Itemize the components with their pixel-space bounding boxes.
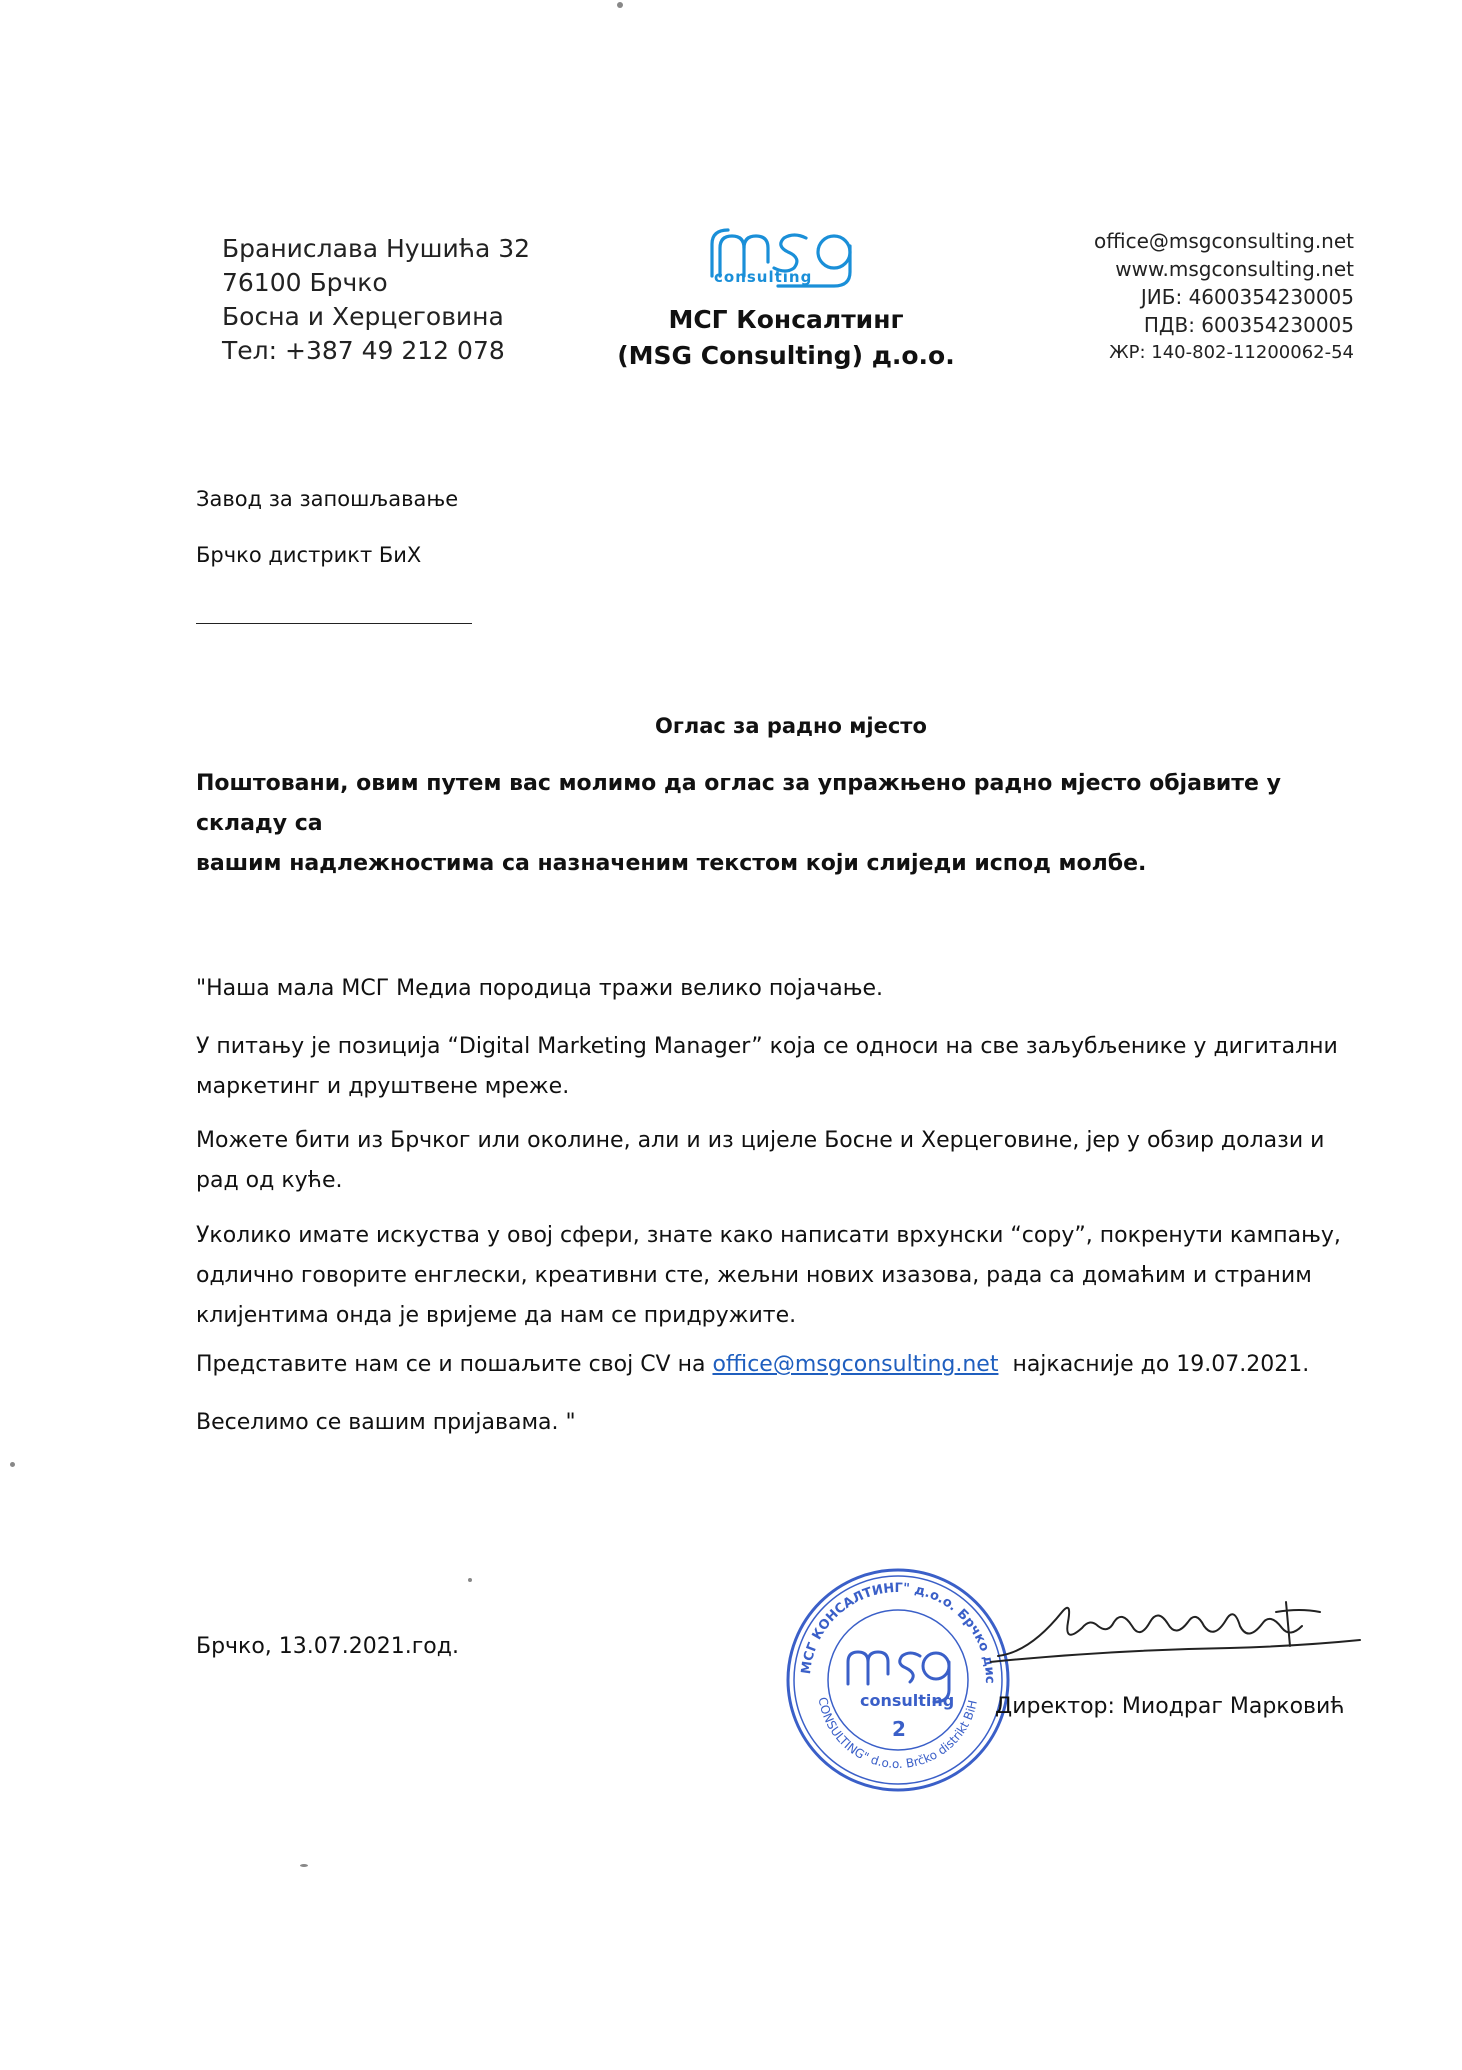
scan-speck: [617, 2, 623, 8]
contact-block: [994, 227, 1354, 367]
recipient-line: Завод за запошљавање: [196, 487, 459, 511]
paragraph-line: Можете бити из Брчког или околине, али и из цијеле Босне и Херцеговине, јер у обзир долази и: [196, 1128, 1325, 1153]
sender-address: [222, 232, 530, 368]
paragraph-line: маркетинг и друштвене мреже.: [196, 1074, 570, 1099]
paragraph-line: рад од куће.: [196, 1168, 343, 1193]
logo-subtext: consulting: [714, 268, 813, 286]
deadline-text: најкасније до 19.07.2021.: [998, 1352, 1310, 1377]
email-link[interactable]: office@msgconsulting.net: [712, 1352, 999, 1377]
handwritten-signature: [990, 1582, 1370, 1672]
stamp-number: 2: [892, 1717, 906, 1741]
company-logo: [706, 226, 866, 298]
intro-line: вашим надлежностима са назначеним текстом који слиједи испод молбе.: [196, 851, 1147, 876]
stamp-seal-icon: [784, 1566, 1012, 1794]
scan-speck: [468, 1578, 472, 1582]
body-paragraph-3: [196, 1121, 1396, 1201]
cv-instruction-text: Представите нам се и пошаљите свој CV на: [196, 1352, 713, 1377]
place-and-date: Брчко, 13.07.2021.год.: [196, 1634, 459, 1659]
company-name: [596, 302, 976, 374]
contact-jib: ЈИБ: 4600354230005: [1140, 285, 1354, 309]
body-paragraph-1: "Наша мала МСГ Медиа породица тражи велико појачање.: [196, 976, 884, 1001]
svg-text:МСГ КОНСАЛТИНГ" д.о.о. Брчко д: [784, 1566, 997, 1684]
company-name-line: (MSG Consulting) д.о.о.: [617, 341, 955, 370]
address-line: Босна и Херцеговина: [222, 302, 504, 331]
paragraph-line: одлично говорите енглески, креативни сте, жељни нових изазова, рада са домаћим и страним: [196, 1263, 1312, 1288]
company-stamp: [784, 1566, 1012, 1794]
stamp-logo-subtext: consulting: [860, 1691, 955, 1710]
paragraph-line: У питању је позиција “Digital Marketing Manager” која се односи на све заљубљенике у дигитални: [196, 1034, 1338, 1059]
address-line: 76100 Брчко: [222, 268, 388, 297]
body-paragraph-6: Веселимо се вашим пријавама. ": [196, 1410, 576, 1435]
phone-line: Тел: +387 49 212 078: [222, 336, 505, 365]
contact-bank-account: ЖР: 140-802-11200062-54: [1109, 342, 1354, 363]
contact-email: office@msgconsulting.net: [1094, 229, 1354, 253]
body-paragraph-4: [196, 1216, 1396, 1336]
recipient-line: Брчко дистрикт БиХ: [196, 543, 422, 567]
paragraph-line: клијентима онда је вријеме да нам се придружите.: [196, 1303, 797, 1328]
letter-intro: [196, 764, 1376, 884]
scan-speck: [10, 1462, 15, 1467]
contact-website: www.msgconsulting.net: [1115, 257, 1354, 281]
stamp-ring-top-text: МСГ КОНСАЛТИНГ" д.о.о. Брчко дис: [799, 1580, 998, 1684]
recipient-divider: [196, 623, 472, 624]
body-paragraph-5: [196, 1345, 1416, 1385]
company-name-line: МСГ Консалтинг: [668, 305, 904, 334]
signature-icon: [990, 1582, 1370, 1672]
stamp-ring-bottom-text: CONSULTING" d.o.o. Brčko distrikt BiH: [815, 1696, 980, 1772]
msg-logo-icon: [706, 226, 866, 298]
signatory-title: Директор: Миодраг Марковић: [995, 1694, 1345, 1719]
body-paragraph-2: [196, 1027, 1396, 1107]
letter-subject: Оглас за радно мјесто: [655, 714, 927, 738]
address-line: Бранислава Нушића 32: [222, 234, 531, 263]
intro-line: Поштовани, овим путем вас молимо да оглас за упражњено радно мјесто објавите у складу са: [196, 771, 1281, 836]
contact-pdv: ПДВ: 600354230005: [1143, 313, 1354, 337]
scan-speck: [300, 1864, 308, 1867]
paragraph-line: Уколико имате искуства у овој сфери, знате како написати врхунски “copy”, покренути кампању,: [196, 1223, 1341, 1248]
